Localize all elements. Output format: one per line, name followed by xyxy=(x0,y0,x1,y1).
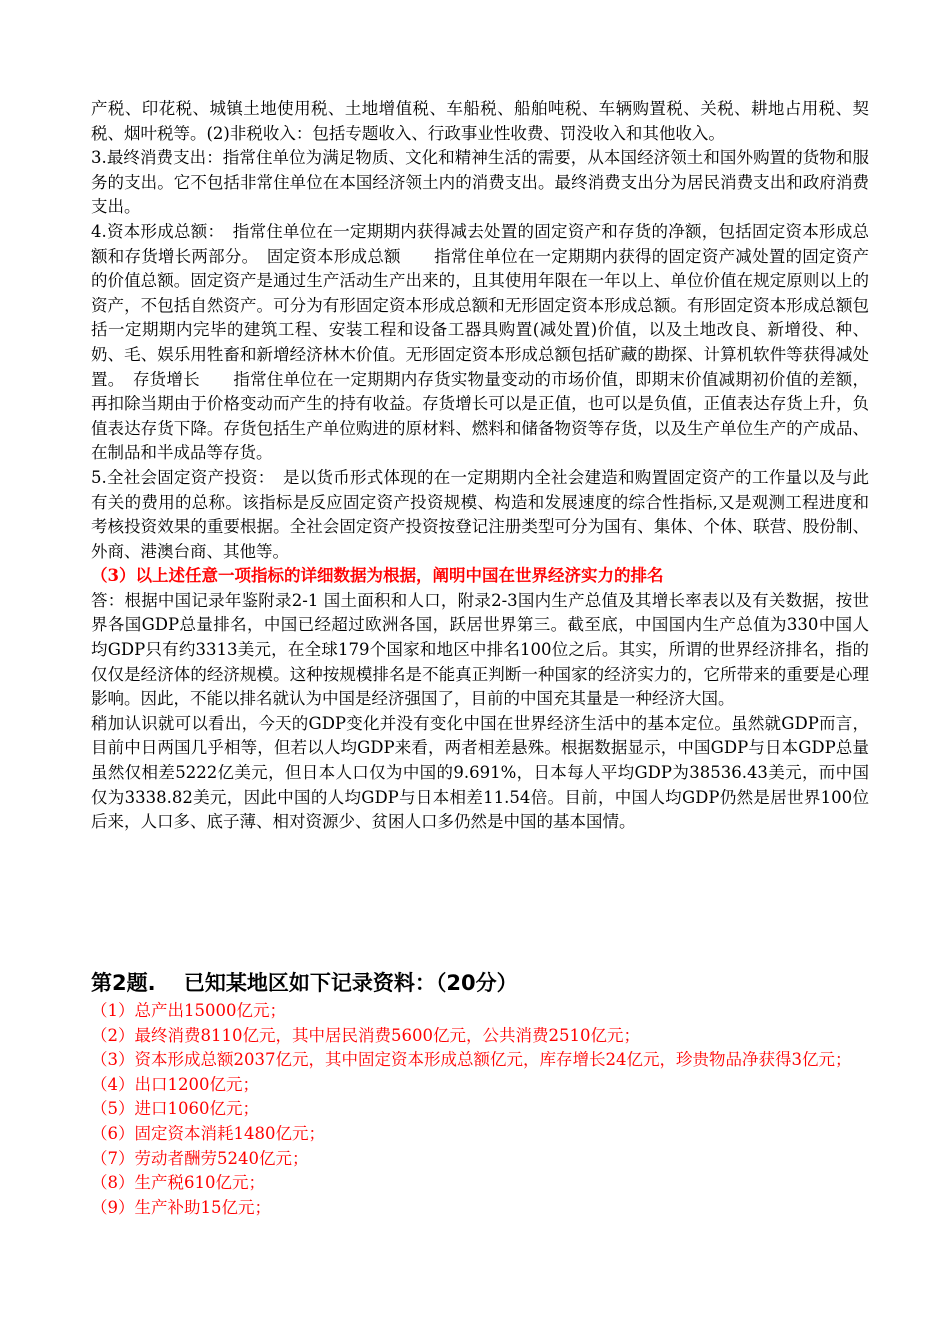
list-item: （8）生产税610亿元； xyxy=(91,1173,265,1193)
list-item: （9）生产补助15亿元； xyxy=(91,1197,271,1217)
list-item: （2）最终消费8110亿元，其中居民消费5600亿元，公共消费2510亿元； xyxy=(91,1025,640,1045)
paragraph-fixed-asset-investment: 5.全社会固定资产投资： 是以货币形式体现的在一定期期内全社会建造和购置固定资产的工作量以及与此有关的费用的总称。该指标是反应固定资产投资规模、构造和发展速度的综合性指标,又是观测工程进度和考核投资效果的重要根据。全社会固定资产投资按登记注册类型可分为国有、集体、个体、联营、股份制、外商、港澳台商、其他等。 xyxy=(91,467,869,561)
paragraph-answer: 答：根据中国记录年鉴附录2-1 国土面积和人口，附录2-3国内生产总值及其增长率表以及有关数据，按世界各国GDP总量排名，中国已经超过欧洲各国，跃居世界第三。截至底，中国国内生产总值为330中国人均GDP只有约3313美元，在全球179个国家和地区中排名100位之后。其实，所谓的世界经济排名，指的仅仅是经济体的经济规模。这种按规模排名是不能真正判断一种国家的经济实力的，它所带来的重要是心理影响。因此，不能以排名就认为中国是经济强国了，目前的中国充其量是一种经济大国。 xyxy=(91,590,869,709)
paragraph-capital-formation: 4.资本形成总额： 指常住单位在一定期期内获得减去处置的固定资产和存货的净额，包括固定资本形成总额和存货增长两部分。 固定资本形成总额 指常住单位在一定期期内获得的固定资产减处置的固定资产的价值总额。固定资产是通过生产活动生产出来的，且其使用年限在一年以上、单位价值在规定原则以上的资产，不包括自然资产。可分为有形固定资本形成总额和无形固定资本形成总额。有形固定资本形成总额包括一定期期内完毕的建筑工程、安装工程和设备工器具购置(减处置)价值，以及土地改良、新增役、种、奶、毛、娱乐用牲畜和新增经济林木价值。无形固定资本形成总额包括矿藏的勘探、计算机软件等获得减处置。 存货增长 指常住单位在一定期期内存货实物量变动的市场价值，即期末价值减期初价值的差额，再扣除当期由于价格变动而产生的持有收益。存货增长可以是正值，也可以是负值，正值表达存货上升，负值表达存货下降。存货包括生产单位购进的原材料、燃料和储备物资等存货，以及生产单位生产的产成品、在制品和半成品等存货。 xyxy=(91,221,869,463)
list-item: （3）资本形成总额2037亿元，其中固定资本形成总额亿元，库存增长24亿元，珍贵物品净获得3亿元； xyxy=(91,1050,852,1070)
list-item: （7）劳动者酬劳5240亿元； xyxy=(91,1148,309,1168)
question-2-title: 第2题. 已知某地区如下记录资料：（20分） xyxy=(91,971,518,995)
list-item: （1）总产出15000亿元； xyxy=(91,1001,286,1020)
document-body xyxy=(91,97,869,835)
list-item: （6）固定资本消耗1480亿元； xyxy=(91,1123,325,1143)
question-3-heading: （3）以上述任意一项指标的详细数据为根据，阐明中国在世界经济实力的排名 xyxy=(91,566,664,586)
paragraph-final-consumption: 3.最终消费支出：指常住单位为满足物质、文化和精神生活的需要，从本国经济领土和国外购置的货物和服务的支出。它不包括非常住单位在本国经济领土内的消费支出。最终消费支出分为居民消费支出和政府消费支出。 xyxy=(91,148,869,217)
list-item: （5）进口1060亿元； xyxy=(91,1099,259,1119)
question-2-data-list xyxy=(91,999,869,1220)
paragraph-tax-continued: 产税、印花税、城镇土地使用税、土地增值税、车船税、船舶吨税、车辆购置税、关税、耕地占用税、契税、烟叶税等。(2)非税收入：包括专题收入、行政事业性收费、罚没收入和其他收入。 xyxy=(91,99,869,143)
paragraph-gdp-comparison: 稍加认识就可以看出，今天的GDP变化并没有变化中国在世界经济生活中的基本定位。虽然就GDP而言，目前中日两国几乎相等，但若以人均GDP来看，两者相差悬殊。根据数据显示，中国GDP与日本GDP总量虽然仅相差5222亿美元，但日本人口仅为中国的9.691%，日本每人平均GDP为38536.43美元，而中国仅为3338.82美元，因此中国的人均GDP与日本相差11.54倍。目前，中国人均GDP仍然是居世界100位后来，人口多、底子薄、相对资源少、贫困人口多仍然是中国的基本国情。 xyxy=(91,713,869,832)
list-item: （4）出口1200亿元； xyxy=(91,1074,259,1094)
